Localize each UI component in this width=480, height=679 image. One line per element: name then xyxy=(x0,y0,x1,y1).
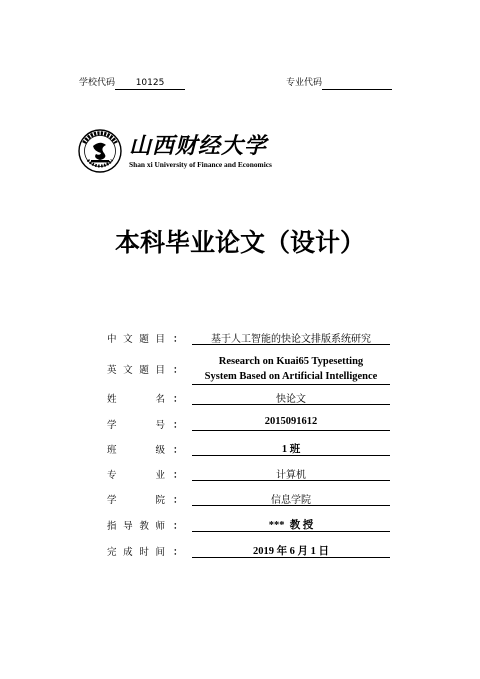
field-value: 基于人工智能的快论文排版系统研究 xyxy=(192,330,390,345)
field-label: 中 文 题 目 xyxy=(107,334,165,345)
field-colon: ： xyxy=(173,420,183,431)
university-name-cn: 山西财经大学 xyxy=(129,133,268,159)
field-value: 2019 年 6 月 1 日 xyxy=(192,543,390,558)
university-seal-logo xyxy=(78,129,122,173)
field-colon: ： xyxy=(173,445,183,456)
field-colon: ： xyxy=(173,547,183,558)
school-code-label: 学校代码 xyxy=(79,78,116,88)
field-label: 班 级 xyxy=(107,445,165,456)
field-value: 计算机 xyxy=(192,466,390,481)
major-code xyxy=(286,75,392,90)
en-title-line-1: Research on Kuai65 Typesetting xyxy=(218,356,364,367)
field-value: 快论文 xyxy=(192,390,390,405)
field-label: 学 院 xyxy=(107,495,165,506)
field-colon: ： xyxy=(173,365,183,376)
field-value: *** 教 授 xyxy=(192,517,390,532)
field-value xyxy=(192,354,390,385)
en-title-line-2: System Based on Artificial Intelligence xyxy=(204,371,378,382)
field-value: 信息学院 xyxy=(192,491,390,506)
school-code-value: 10125 xyxy=(115,78,185,90)
field-label: 姓 名 xyxy=(107,394,165,405)
field-label: 指 导 教 师 xyxy=(107,521,165,532)
field-colon: ： xyxy=(173,521,183,532)
field-label: 专 业 xyxy=(107,470,165,481)
field-label: 完 成 时 间 xyxy=(107,547,165,558)
thesis-title: 本科毕业论文（设计） xyxy=(114,228,365,257)
field-label: 英 文 题 目 xyxy=(107,365,165,376)
field-label: 学 号 xyxy=(107,420,165,431)
field-colon: ： xyxy=(173,495,183,506)
university-name-en: Shan xi University of Finance and Economics xyxy=(129,160,272,169)
field-colon: ： xyxy=(173,394,183,405)
field-colon: ： xyxy=(173,470,183,481)
major-code-label: 专业代码 xyxy=(286,78,323,88)
university-header xyxy=(78,129,338,179)
major-code-value xyxy=(322,78,392,90)
field-value: 1 班 xyxy=(192,441,390,456)
field-colon: ： xyxy=(173,334,183,345)
field-value: 2015091612 xyxy=(192,416,390,431)
school-code xyxy=(79,75,185,90)
